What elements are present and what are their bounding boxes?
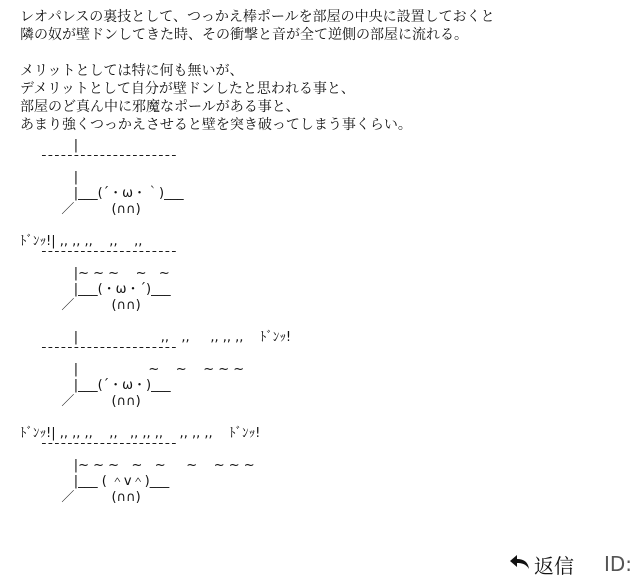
reply-label: 返信 bbox=[533, 553, 574, 578]
post-body-line: メリットとしては特に何も無いが、 bbox=[20, 63, 244, 79]
post-body-line: 部屋のど真ん中に邪魔なポールがある事と、 bbox=[20, 99, 300, 115]
post-body bbox=[20, 8, 626, 134]
post-body-line bbox=[20, 44, 626, 62]
post-body-line: 隣の奴が壁ドンしてきた時、その衝撃と音が全て逆側の部屋に流れる。 bbox=[20, 27, 468, 43]
post-body-line: デメリットとして自分が壁ドンしたと思われる事と、 bbox=[20, 81, 355, 97]
post-body-line: レオパレスの裏技として、つっかえ棒ポールを部屋の中央に設置しておくと bbox=[20, 9, 495, 25]
post-body-line: あまり強くつっかえさせると壁を突き破ってしまう事くらい。 bbox=[20, 117, 412, 133]
reply-arrow-icon bbox=[509, 552, 534, 576]
id-label: ID: bbox=[603, 552, 632, 576]
reply-button[interactable] bbox=[509, 550, 574, 579]
ascii-art: | ¯¯¯¯¯¯¯¯¯¯¯¯¯¯¯¯¯¯¯¯¯ | |___(´・ω・｀)___ ／ (∩∩) ﾄﾞﾝｯ!| ,, ,, ,, ,, ,, ¯¯¯¯¯¯¯¯¯¯¯¯¯¯¯¯¯¯¯¯¯ |~ ~ ~ ~ ~ |___(・ω・´)___ ／ (∩∩) | ,, ,, ,, ,, ,, ﾄﾞﾝｯ! ¯¯¯¯¯¯¯¯¯¯¯¯¯¯¯¯¯¯¯¯¯ | ~ ~ ~ ~ ~ |___(´・ω・)___ ／ (∩∩) ﾄﾞﾝｯ!| ,, ,, ,, ,, ,, ,, ,, ,, ,, ,, ﾄﾞﾝｯ! ¯¯¯¯¯¯¯¯¯¯¯¯¯¯¯¯¯¯¯¯¯ |~ ~ ~ ~ ~ ~ ~ ~ ~ |___ ( ＾v＾)___ ／ (∩∩) bbox=[20, 138, 292, 505]
post-footer bbox=[509, 549, 636, 579]
